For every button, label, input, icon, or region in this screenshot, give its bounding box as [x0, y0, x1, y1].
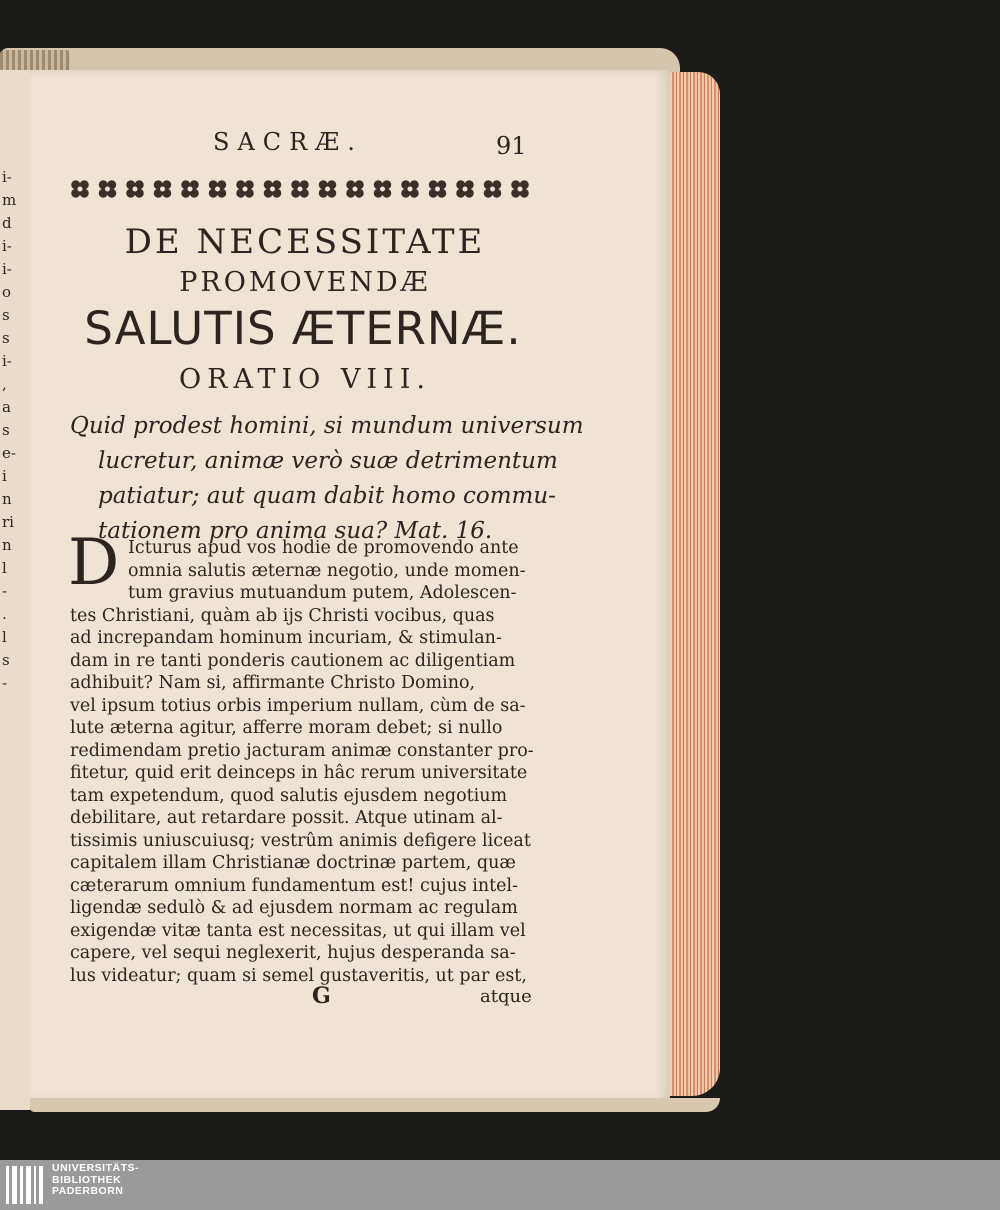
body-line: debilitare, aut retardare possit. Atque utinam al- [70, 808, 503, 828]
ornament-flower [456, 180, 473, 197]
body-line: Icturus apud vos hodie de promovendo ante [128, 538, 519, 558]
library-name [52, 1163, 139, 1198]
catchword: atque [480, 986, 532, 1007]
title-line-3: SALUTIS ÆTERNÆ. [84, 302, 522, 355]
left-page-fragment: l [2, 628, 7, 646]
ornament-flower [126, 180, 143, 197]
body-line: lus videatur; quam si semel gustaveritis, ut par est, [70, 965, 527, 986]
body-line: tum gravius mutuandum putem, Adolescen- [128, 583, 517, 603]
left-page-fragment: i- [2, 260, 12, 278]
ornament-flower [181, 180, 198, 197]
left-page-fragment: i [2, 467, 7, 485]
left-page-edge [0, 70, 32, 1110]
quote-line: patiatur; aut quam dabit homo commu- [98, 483, 556, 509]
body-line: cæterarum omnium fundamentum est! cujus intel- [70, 875, 519, 896]
left-page-fragment: d [2, 214, 12, 232]
quote-line: lucretur, animæ verò suæ detrimentum [98, 448, 558, 474]
ornament-flower [346, 180, 363, 197]
ornament-flower [484, 180, 501, 197]
ornament-flower [99, 180, 116, 197]
body-line: adhibuit? Nam si, affirmante Christo Domino, [70, 673, 476, 693]
library-logo-icon [6, 1164, 46, 1206]
left-page-fragment: n [2, 536, 12, 554]
drop-cap: D [68, 526, 120, 600]
left-page-fragment: l [2, 559, 7, 577]
body-line: ligendæ sedulò & ad ejusdem normam ac regulam [70, 898, 518, 918]
left-page-fragment: s [2, 306, 10, 324]
left-page-fragment: - [2, 674, 8, 692]
quote-line: Quid prodest homini, si mundum universum [70, 413, 584, 439]
title-line-1: DE NECESSITATE [124, 222, 486, 262]
left-page-fragment: i- [2, 168, 12, 186]
left-page-fragment: s [2, 651, 10, 669]
headband [0, 50, 70, 72]
body-line: tissimis uniuscuiusq; vestrûm animis defigere liceat [70, 830, 531, 851]
body-line: capitalem illam Christianæ doctrinæ partem, quæ [70, 853, 516, 873]
left-page-fragment: s [2, 329, 10, 347]
footer-band [0, 1160, 1000, 1210]
oration-number: ORATIO VIII. [179, 364, 431, 395]
left-page-fragment: - [2, 582, 8, 600]
quote-line: tationem pro anima sua? Mat. 16. [98, 518, 493, 544]
left-page-fragment: i- [2, 237, 12, 255]
left-page-fragment: , [2, 375, 7, 393]
ornament-flower [291, 180, 308, 197]
library-name-line-1: UNIVERSITÄTS- [52, 1162, 140, 1174]
body-line: capere, vel sequi neglexerit, hujus desperanda sa- [70, 943, 516, 963]
left-page-fragment: e- [2, 444, 16, 462]
left-page-fragment: m [2, 191, 17, 209]
ornament-flower [236, 180, 253, 197]
ornament-flower [374, 180, 391, 197]
left-page-fragment: ri [2, 513, 14, 531]
signature-mark: G [312, 983, 331, 1009]
body-line: exigendæ vitæ tanta est necessitas, ut qui illam vel [70, 920, 526, 941]
page-number: 91 [496, 132, 527, 160]
body-line: ad increpandam hominum incuriam, & stimulan- [70, 628, 502, 648]
body-line: dam in re tanti ponderis cautionem ac diligentiam [70, 650, 516, 671]
running-head: SACRÆ. [213, 128, 363, 156]
ornament-flower [71, 180, 88, 197]
ornament-flower [401, 180, 418, 197]
ornament-flower [264, 180, 281, 197]
body-line: fitetur, quid erit deinceps in hâc rerum universitate [70, 763, 528, 783]
body-line: vel ipsum totius orbis imperium nullam, cùm de sa- [70, 695, 526, 716]
ornament-flower [511, 180, 528, 197]
body-text [70, 537, 536, 987]
left-page-fragment: . [2, 605, 7, 623]
left-page-fragment: s [2, 421, 10, 439]
library-name-line-3: PADERBORN [52, 1185, 124, 1197]
body-line: lute æterna agitur, afferre moram debet; si nullo [70, 718, 503, 738]
ornament-flower [209, 180, 226, 197]
left-page-fragment: i- [2, 352, 12, 370]
body-line: tes Christiani, quàm ab ijs Christi vocibus, quas [70, 605, 495, 626]
scripture-quote [70, 409, 584, 549]
left-page-fragment: n [2, 490, 12, 508]
ornament-flower [429, 180, 446, 197]
title-line-2: PROMOVENDÆ [179, 267, 431, 298]
body-line: tam expetendum, quod salutis ejusdem negotium [70, 785, 508, 806]
book-bottom-edge [30, 1098, 720, 1112]
left-page-fragment: o [2, 283, 12, 301]
ornament-flower [319, 180, 336, 197]
left-page-fragment: a [2, 398, 11, 416]
ornament-band [66, 172, 534, 206]
body-line: redimendam pretio jacturam animæ constanter pro- [70, 740, 534, 761]
body-line: omnia salutis æternæ negotio, unde momen- [128, 560, 526, 581]
library-name-line-2: BIBLIOTHEK [52, 1173, 122, 1186]
ornament-flower [154, 180, 171, 197]
